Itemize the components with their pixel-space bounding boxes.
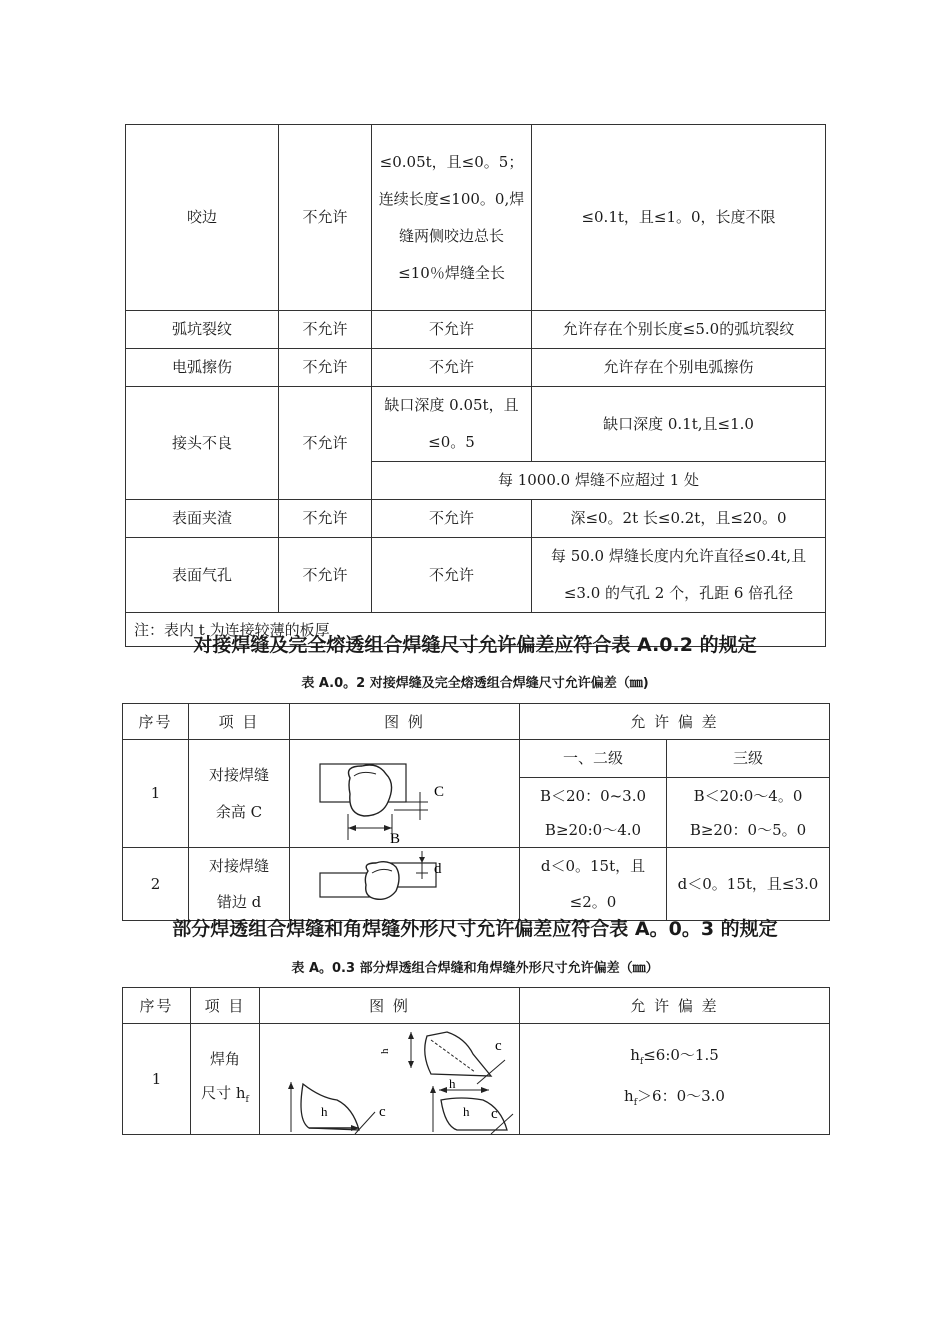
table-caption: 表 A。0.3 部分焊透组合焊缝和角焊缝外形尺寸允许偏差（㎜） xyxy=(291,961,659,976)
header-tolerance: 允 许 偏 差 xyxy=(520,988,830,1024)
grade3-header: 三级 xyxy=(667,740,830,778)
header-item: 项 目 xyxy=(189,704,290,740)
item-line: 余高 C xyxy=(215,802,263,821)
grade-value: 不允许 xyxy=(279,538,372,613)
item-line: 错边 d xyxy=(216,893,262,911)
grade-value: 不允许 xyxy=(372,500,532,538)
grade-value: 深≤0。2t 长≤0.2t，且≤20。0 xyxy=(532,500,826,538)
value-text: ≤6:0～1.5 xyxy=(643,1046,719,1064)
value-line: d＜0。15t，且 xyxy=(540,857,646,875)
item-line xyxy=(195,1076,255,1117)
table-row xyxy=(126,538,826,613)
table-row xyxy=(123,740,830,778)
table-row xyxy=(123,1024,830,1135)
table-row xyxy=(126,387,826,462)
grade-value: 缺口深度 0.05t，且≤0。5 xyxy=(372,387,532,462)
table-row xyxy=(123,848,830,921)
item-line: 对接焊缝 xyxy=(208,765,269,784)
grade-value: ≤0.1t，且≤1。0，长度不限 xyxy=(532,125,826,311)
label-b: B xyxy=(389,830,400,844)
value-line xyxy=(524,1038,825,1079)
table-row xyxy=(126,349,826,387)
grade12-value xyxy=(520,848,667,921)
item-text: 尺寸 h xyxy=(201,1083,246,1102)
item-name: 电弧擦伤 xyxy=(126,349,279,387)
butt-weld-reinforcement-diagram xyxy=(292,744,518,844)
value-sub: f xyxy=(633,1098,638,1108)
label-c: C xyxy=(433,783,444,800)
row-item xyxy=(191,1024,260,1135)
row-no: 1 xyxy=(123,1024,191,1135)
table-caption: 表 A.0。2 对接焊缝及完全熔透组合焊缝尺寸允许偏差（㎜) xyxy=(301,676,649,691)
value-line: B≥20：0～5。0 xyxy=(689,820,807,839)
grade-value: 不允许 xyxy=(372,349,532,387)
item-line: 对接焊缝 xyxy=(208,857,269,875)
value-text: ＞6：0～3.0 xyxy=(637,1087,725,1105)
table-note: 注：表内 t 为连接较薄的板厚 xyxy=(126,613,826,647)
header-tolerance: 允 许 偏 差 xyxy=(520,704,830,740)
butt-weld-misalignment-diagram xyxy=(292,849,518,919)
table-header-row xyxy=(123,988,830,1024)
header-no: 序号 xyxy=(123,988,191,1024)
label-h: h xyxy=(462,1104,469,1119)
grade12-value xyxy=(520,778,667,848)
grade-value: 不允许 xyxy=(279,125,372,311)
label-d: d xyxy=(433,861,441,877)
label-c: c xyxy=(494,1038,502,1054)
header-figure: 图 例 xyxy=(290,704,520,740)
tolerance-value xyxy=(520,1024,830,1135)
figure-cell xyxy=(260,1024,520,1135)
grade3-value xyxy=(667,778,830,848)
table-row xyxy=(126,125,826,311)
figure-cell xyxy=(290,740,520,848)
row-no: 2 xyxy=(123,848,189,921)
value-sub: f xyxy=(639,1057,644,1067)
grade-value: 不允许 xyxy=(279,387,372,500)
section-heading: 对接焊缝及完全熔透组合焊缝尺寸允许偏差应符合表 A.0.2 的规定 xyxy=(193,634,757,656)
value-line: B＜20：0~3.0 xyxy=(539,786,647,805)
label-c: c xyxy=(490,1106,498,1122)
item-name: 接头不良 xyxy=(126,387,279,500)
grade-value: 不允许 xyxy=(279,349,372,387)
row-no: 1 xyxy=(123,740,189,848)
grade-value: 不允许 xyxy=(279,311,372,349)
figure-cell xyxy=(290,848,520,921)
row-item xyxy=(189,740,290,848)
grade12-header: 一、二级 xyxy=(520,740,667,778)
item-name: 表面气孔 xyxy=(126,538,279,613)
table-row xyxy=(126,500,826,538)
item-line: 焊角 xyxy=(209,1049,240,1068)
item-name: 弧坑裂纹 xyxy=(126,311,279,349)
item-sub: f xyxy=(245,1094,249,1105)
label-h: h xyxy=(320,1104,327,1119)
section-heading: 部分焊透组合焊缝和角焊缝外形尺寸允许偏差应符合表 A。0。3 的规定 xyxy=(172,918,778,940)
table-fillet-weld xyxy=(122,987,830,1135)
label-h: h xyxy=(448,1076,455,1091)
header-figure: 图 例 xyxy=(260,988,520,1024)
row-item xyxy=(189,848,290,921)
item-name: 咬边 xyxy=(126,125,279,311)
label-c: c xyxy=(378,1104,386,1120)
value-line: B＜20:0～4。0 xyxy=(693,786,803,805)
header-item: 项 目 xyxy=(191,988,260,1024)
fillet-weld-size-diagram xyxy=(261,1024,519,1134)
value-line: B≥20:0～4.0 xyxy=(544,820,642,839)
table-row xyxy=(126,311,826,349)
grade-value: ≤0.05t，且≤0。5；连续长度≤100。0,焊缝两侧咬边总长≤10％焊缝全长 xyxy=(372,125,532,311)
grade-value: 允许存在个别长度≤5.0的弧坑裂纹 xyxy=(532,311,826,349)
grade-value: 每 1000.0 焊缝不应超过 1 处 xyxy=(372,462,826,500)
value-text: h xyxy=(630,1046,640,1064)
value-line xyxy=(524,1079,825,1120)
grade-value: 不允许 xyxy=(372,538,532,613)
grade-value: 每 50.0 焊缝长度内允许直径≤0.4t,且≤3.0 的气孔 2 个，孔距 6 倍孔径 xyxy=(532,538,826,613)
header-no: 序号 xyxy=(123,704,189,740)
grade-value: 允许存在个别电弧擦伤 xyxy=(532,349,826,387)
value-line: ≤2。0 xyxy=(569,893,617,911)
item-name: 表面夹渣 xyxy=(126,500,279,538)
grade-value: 不允许 xyxy=(279,500,372,538)
grade-value: 不允许 xyxy=(372,311,532,349)
table-header-row xyxy=(123,704,830,740)
grade3-value: d＜0。15t，且≤3.0 xyxy=(667,848,830,921)
table-weld-defects xyxy=(125,124,826,647)
value-text: h xyxy=(624,1087,634,1105)
table-butt-weld xyxy=(122,703,830,921)
grade-value: 缺口深度 0.1t,且≤1.0 xyxy=(532,387,826,462)
label-h: h xyxy=(378,1048,391,1054)
